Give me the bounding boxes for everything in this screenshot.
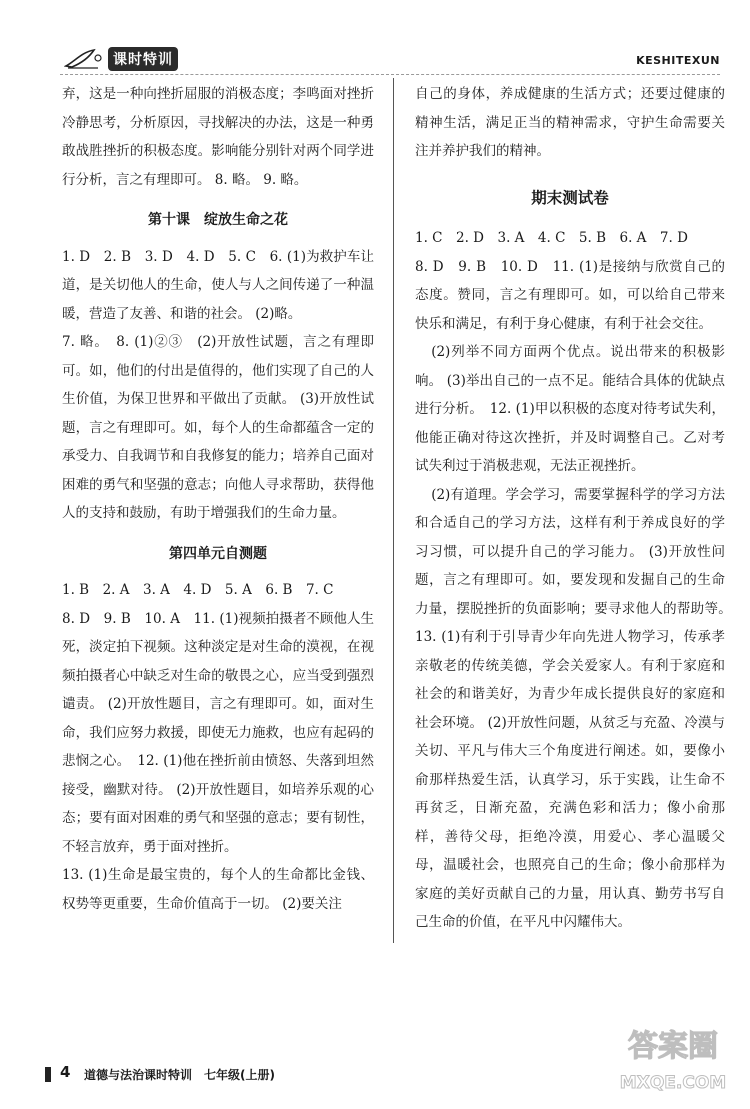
left-paragraph-1: 弃，这是一种向挫折屈服的消极态度；李鸣面对挫折冷静思考，分析原因，寻找解决的办法，这是一种勇敢战胜挫折的积极态度。影响能分别针对两个同学进行分析，言之有理即可。 8. 略。 9. 略。 [62,86,374,188]
right-paragraph-2: 1. C 2. D 3. A 4. C 5. B 6. A 7. D [415,230,688,246]
unit-4-test-heading: 第四单元自测题 [169,545,267,562]
page-header [0,40,750,80]
header-divider [60,74,720,75]
left-column [62,80,374,918]
right-paragraph-4: (2)列举不同方面两个优点。说出带来的积极影响。 (3)举出自己的一点不足。能结合具体的优缺点进行分析。 12. (1)甲以积极的态度对待考试失利，他能正确对待这次挫折，并及时调整自己。乙对考试失利过于消极悲观，无法正视挫折。 [415,344,725,474]
left-paragraph-4: 1. B 2. A 3. A 4. D 5. A 6. B 7. C [62,582,334,598]
right-paragraph-3: 8. D 9. B 10. D 11. (1)是接纳与欣赏自己的态度。赞同，言之有理即可。如，可以给自己带来快乐和满足，有利于身心健康，有利于社会交往。 [415,258,725,332]
left-paragraph-2: 1. D 2. B 3. D 4. D 5. C 6. (1)为救护车让道，是关切他人的生命，使人与人之间传递了一种温暖，营造了友善、和谐的社会。 (2)略。 [62,248,374,322]
page-number: 4 [60,1063,71,1081]
brand-logo [64,46,178,72]
lesson-10-heading: 第十课 绽放生命之花 [148,212,288,228]
column-divider [393,78,394,943]
watermark-text-top: 答案圈 [628,1029,718,1064]
book-title: 道德与法治课时特训 七年级(上册) [84,1068,275,1082]
left-paragraph-3: 7. 略。 8. (1)②③ (2)开放性试题，言之有理即可。如，他们的付出是值得的，他们实现了自己的人生价值，为保卫世界和平做出了贡献。 (3)开放性试题，言之有理即可。如，每个人的生命都蕴含一定的承受力、自我调节和自我修复的能力；培养自己面对困难的勇气和坚强的意志；向他人寻求帮助，获得他人的支持和鼓励，有助于增强我们的生命力量。 [62,334,374,521]
logo-text: 课时特训 [108,47,178,71]
site-watermark [618,1012,728,1098]
right-column [415,80,739,937]
brand-code: KESHITEXUN [636,54,720,67]
watermark-text-bottom: MXQE.COM [619,1073,727,1093]
quill-icon [64,48,104,70]
final-exam-heading: 期末测试卷 [531,188,609,207]
right-paragraph-1: 自己的身体，养成健康的生活方式；还要过健康的精神生活，满足正当的精神需求，守护生命需要关注并养护我们的精神。 [415,86,725,159]
left-paragraph-6: 13. (1)生命是最宝贵的，每个人的生命都比金钱、权势等更重要，生命价值高于一切。 (2)要关注 [62,867,374,912]
footer-marker [45,1067,51,1082]
left-paragraph-5: 8. D 9. B 10. A 11. (1)视频拍摄者不顾他人生死，淡定拍下视频。这种淡定是对生命的漠视，在视频拍摄者心中缺乏对生命的敬畏之心，应当受到强烈谴责。 (2)开放性题目，言之有理即可。如，面对生命，我们应努力救援，即使无力施救，也应有起码的悲悯之心。 12. (1)他在挫折前由愤怒、失落到坦然接受，幽默对待。 (2)开放性题目，如培养乐观的心态；要有面对困难的勇气和坚强的意志；要有韧性，不轻言放弃，勇于面对挫折。 [62,610,374,855]
right-paragraph-5: (2)有道理。学会学习，需要掌握科学的学习方法和合适自己的学习方法，这样有利于养成良好的学习习惯，可以提升自己的学习能力。 (3)开放性问题，言之有理即可。如，要发现和发掘自己的生命力量，摆脱挫折的负面影响；要寻求他人的帮助等。 13. (1)有利于引导青少年向先进人物学习，传承孝亲敬老的传统美德，学会关爱家人。有利于家庭和社会的和谐美好，为青少年成长提供良好的家庭和社会环境。 (2)开放性问题，从贫乏与充盈、冷漠与关切、平凡与伟大三个角度进行阐述。如，要像小俞那样热爱生活，认真学习，乐于实践，让生命不再贫乏，日渐充盈，充满色彩和活力；像小俞那样，善待父母，拒绝冷漠，用爱心、孝心温暖父母，温暖社会，也照亮自己的生命；像小俞那样为家庭的美好贡献自己的力量，用认真、勤劳书写自己生命的价值，在平凡中闪耀伟大。 [415,486,739,930]
